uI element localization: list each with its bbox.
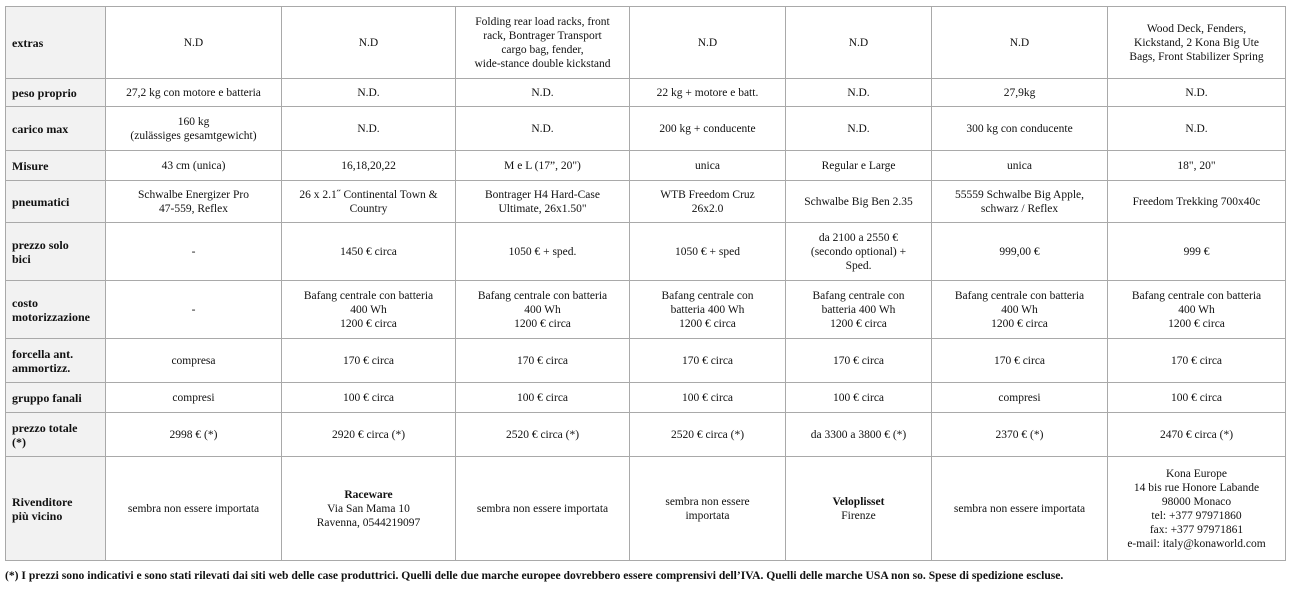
table-row [6, 413, 1286, 457]
row-header: forcella ant. ammortizz. [6, 339, 106, 383]
table-cell: - [106, 281, 282, 339]
table-row [6, 107, 1286, 151]
table-cell: 100 € circa [282, 383, 456, 413]
table-cell: N.D [786, 7, 932, 79]
table-cell: 43 cm (unica) [106, 151, 282, 181]
table-cell: 55559 Schwalbe Big Apple, schwarz / Reflex [932, 181, 1108, 223]
table-row [6, 223, 1286, 281]
table-cell: N.D. [282, 79, 456, 107]
table-cell: N.D [932, 7, 1108, 79]
table-cell: 1050 € + sped [630, 223, 786, 281]
table-cell: N.D. [456, 79, 630, 107]
footnote: (*) I prezzi sono indicativi e sono stati rilevati dai siti web delle case produttrici. Quelli delle due marche europee dovrebbero essere comprensivi dell’IVA. Quelli delle marche USA non so. Spese di spedizione escluse. [5, 569, 1064, 582]
table-cell: 2520 € circa (*) [456, 413, 630, 457]
table-cell: 27,2 kg con motore e batteria [106, 79, 282, 107]
table-cell: N.D. [786, 107, 932, 151]
table-row [6, 457, 1286, 561]
table-cell [786, 457, 932, 561]
table-cell: 170 € circa [456, 339, 630, 383]
table-cell: unica [932, 151, 1108, 181]
table-cell: N.D. [1108, 107, 1286, 151]
table-cell: Schwalbe Energizer Pro 47-559, Reflex [106, 181, 282, 223]
row-header: Misure [6, 151, 106, 181]
row-header: gruppo fanali [6, 383, 106, 413]
table-cell: - [106, 223, 282, 281]
table-cell: Bafang centrale con batteria 400 Wh 1200 € circa [282, 281, 456, 339]
table-cell: sembra non essere importata [106, 457, 282, 561]
table-cell: 2470 € circa (*) [1108, 413, 1286, 457]
row-header: prezzo solo bici [6, 223, 106, 281]
table-cell: N.D. [786, 79, 932, 107]
table-cell: Bafang centrale con batteria 400 Wh 1200 € circa [456, 281, 630, 339]
table-cell: compresi [932, 383, 1108, 413]
table-cell: Bafang centrale con batteria 400 Wh 1200 € circa [630, 281, 786, 339]
table-cell: N.D. [456, 107, 630, 151]
table-cell: 1050 € + sped. [456, 223, 630, 281]
dealer-name: Raceware [344, 488, 393, 501]
table-cell: da 3300 a 3800 € (*) [786, 413, 932, 457]
table-row [6, 181, 1286, 223]
dealer-name: Veloplisset [832, 495, 885, 508]
table-cell: 18", 20" [1108, 151, 1286, 181]
table-cell: M e L (17”, 20") [456, 151, 630, 181]
table-cell: 170 € circa [630, 339, 786, 383]
table-cell: 1450 € circa [282, 223, 456, 281]
table-cell: 2920 € circa (*) [282, 413, 456, 457]
table-row [6, 281, 1286, 339]
table-row [6, 7, 1286, 79]
table-cell: N.D [630, 7, 786, 79]
table-cell: compresa [106, 339, 282, 383]
table-cell: 999 € [1108, 223, 1286, 281]
table-cell: N.D [282, 7, 456, 79]
comparison-table-wrapper [5, 6, 1286, 561]
table-cell: sembra non essere importata [456, 457, 630, 561]
table-cell: Freedom Trekking 700x40c [1108, 181, 1286, 223]
table-cell: 16,18,20,22 [282, 151, 456, 181]
table-cell [282, 457, 456, 561]
table-cell: Bafang centrale con batteria 400 Wh 1200 € circa [932, 281, 1108, 339]
table-cell: 170 € circa [282, 339, 456, 383]
table-cell: Bafang centrale con batteria 400 Wh 1200 € circa [786, 281, 932, 339]
table-row [6, 79, 1286, 107]
row-header: prezzo totale (*) [6, 413, 106, 457]
table-cell: 2520 € circa (*) [630, 413, 786, 457]
table-row [6, 383, 1286, 413]
table-cell: 200 kg + conducente [630, 107, 786, 151]
table-cell: 300 kg con conducente [932, 107, 1108, 151]
table-cell: Bontrager H4 Hard-Case Ultimate, 26x1.50" [456, 181, 630, 223]
table-cell: compresi [106, 383, 282, 413]
dealer-detail: Via San Mama 10 Ravenna, 0544219097 [316, 502, 421, 529]
table-cell: 100 € circa [630, 383, 786, 413]
table-cell: Kona Europe 14 bis rue Honore Labande 98000 Monaco tel: +377 97971860 fax: +377 97971861 e-mail: italy@konaworld.com [1108, 457, 1286, 561]
table-cell: 170 € circa [932, 339, 1108, 383]
table-cell: 100 € circa [1108, 383, 1286, 413]
row-header: extras [6, 7, 106, 79]
table-cell: Wood Deck, Fenders, Kickstand, 2 Kona Big Ute Bags, Front Stabilizer Spring [1108, 7, 1286, 79]
table-cell: 2370 € (*) [932, 413, 1108, 457]
table-cell: 27,9kg [932, 79, 1108, 107]
row-header: carico max [6, 107, 106, 151]
table-cell: 100 € circa [456, 383, 630, 413]
table-cell: 2998 € (*) [106, 413, 282, 457]
table-cell: 26 x 2.1˝ Continental Town & Country [282, 181, 456, 223]
table-cell: N.D. [282, 107, 456, 151]
table-cell: Folding rear load racks, front rack, Bontrager Transport cargo bag, fender, wide-stance double kickstand [456, 7, 630, 79]
table-cell: N.D [106, 7, 282, 79]
table-cell: unica [630, 151, 786, 181]
table-cell: WTB Freedom Cruz 26x2.0 [630, 181, 786, 223]
table-cell: 170 € circa [786, 339, 932, 383]
table-cell: 170 € circa [1108, 339, 1286, 383]
table-cell: 999,00 € [932, 223, 1108, 281]
table-cell: 160 kg (zulässiges gesamtgewicht) [106, 107, 282, 151]
row-header: Rivenditore più vicino [6, 457, 106, 561]
bike-comparison-table [5, 6, 1286, 561]
table-cell: Schwalbe Big Ben 2.35 [786, 181, 932, 223]
table-cell: Bafang centrale con batteria 400 Wh 1200 € circa [1108, 281, 1286, 339]
row-header: costo motorizzazione [6, 281, 106, 339]
table-cell: sembra non essere importata [630, 457, 786, 561]
table-cell: 100 € circa [786, 383, 932, 413]
table-cell: 22 kg + motore e batt. [630, 79, 786, 107]
table-cell: sembra non essere importata [932, 457, 1108, 561]
row-header: pneumatici [6, 181, 106, 223]
table-cell: Regular e Large [786, 151, 932, 181]
table-cell: da 2100 a 2550 € (secondo optional) + Sped. [786, 223, 932, 281]
table-cell: N.D. [1108, 79, 1286, 107]
row-header: peso proprio [6, 79, 106, 107]
table-row [6, 339, 1286, 383]
dealer-detail: Firenze [841, 509, 876, 522]
table-row [6, 151, 1286, 181]
